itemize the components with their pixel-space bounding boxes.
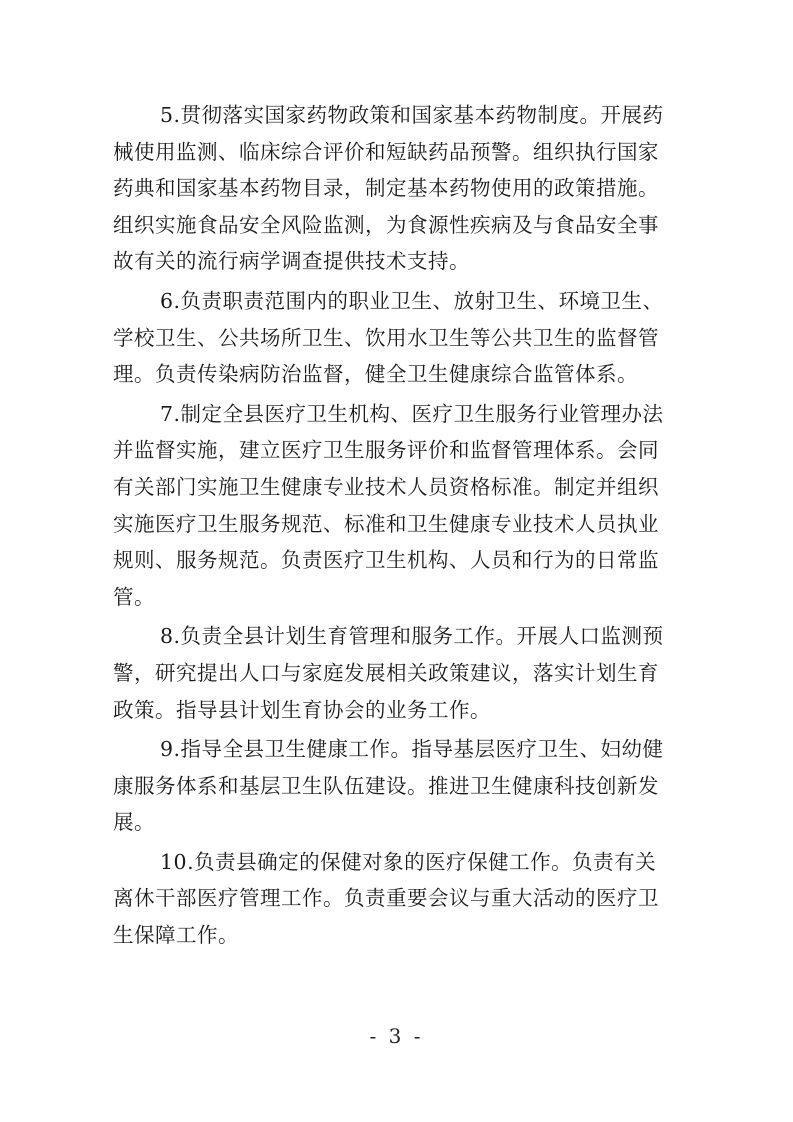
paragraph-line: 政策。指导县计划生育协会的业务工作。 [113, 697, 491, 722]
paragraph-line: 实施医疗卫生服务规范、标准和卫生健康专业技术人员执业 [113, 511, 659, 536]
paragraph-9 [113, 731, 683, 841]
document-body [113, 97, 683, 957]
paragraph-line: 生保障工作。 [113, 923, 239, 948]
paragraph-line: 械使用监测、临床综合评价和短缺药品预警。组织执行国家 [113, 139, 659, 164]
paragraph-line: 5.贯彻落实国家药物政策和国家基本药物制度。开展药 [160, 103, 664, 127]
paragraph-line: 学校卫生、公共场所卫生、饮用水卫生等公共卫生的监督管 [113, 325, 659, 350]
paragraph-10 [113, 844, 683, 954]
paragraph-line: 药典和国家基本药物目录，制定基本药物使用的政策措施。 [113, 176, 659, 201]
paragraph-6 [113, 283, 683, 393]
paragraph-line: 离休干部医疗管理工作。负责重要会议与重大活动的医疗卫 [113, 886, 659, 911]
paragraph-5 [113, 97, 683, 280]
paragraph-7 [113, 396, 683, 616]
paragraph-line: 9.指导全县卫生健康工作。指导基层医疗卫生、妇幼健 [160, 737, 664, 762]
paragraph-line: 警，研究提出人口与家庭发展相关政策建议，落实计划生育 [113, 660, 659, 685]
paragraph-line: 故有关的流行病学调查提供技术支持。 [113, 249, 470, 274]
paragraph-line: 组织实施食品安全风险监测，为食源性疾病及与食品安全事 [113, 212, 659, 237]
paragraph-line: 理。负责传染病防治监督，健全卫生健康综合监管体系。 [113, 362, 638, 387]
paragraph-line: 管。 [113, 584, 155, 609]
paragraph-line: 展。 [113, 810, 155, 835]
page-number: - 3 - [369, 1024, 424, 1048]
paragraph-line: 7.制定全县医疗卫生机构、医疗卫生服务行业管理办法 [160, 401, 664, 426]
paragraph-line: 康服务体系和基层卫生队伍建设。推进卫生健康科技创新发 [113, 773, 659, 798]
paragraph-line: 8.负责全县计划生育管理和服务工作。开展人口监测预 [160, 624, 664, 649]
paragraph-8 [113, 618, 683, 728]
paragraph-line: 并监督实施，建立医疗卫生服务评价和监督管理体系。会同 [113, 438, 659, 463]
paragraph-line: 规则、服务规范。负责医疗卫生机构、人员和行为的日常监 [113, 548, 659, 573]
paragraph-line: 10.负责县确定的保健对象的医疗保健工作。负责有关 [160, 849, 657, 874]
paragraph-line: 有关部门实施卫生健康专业技术人员资格标准。制定并组织 [113, 474, 659, 499]
paragraph-line: 6.负责职责范围内的职业卫生、放射卫生、环境卫生、 [160, 288, 664, 313]
